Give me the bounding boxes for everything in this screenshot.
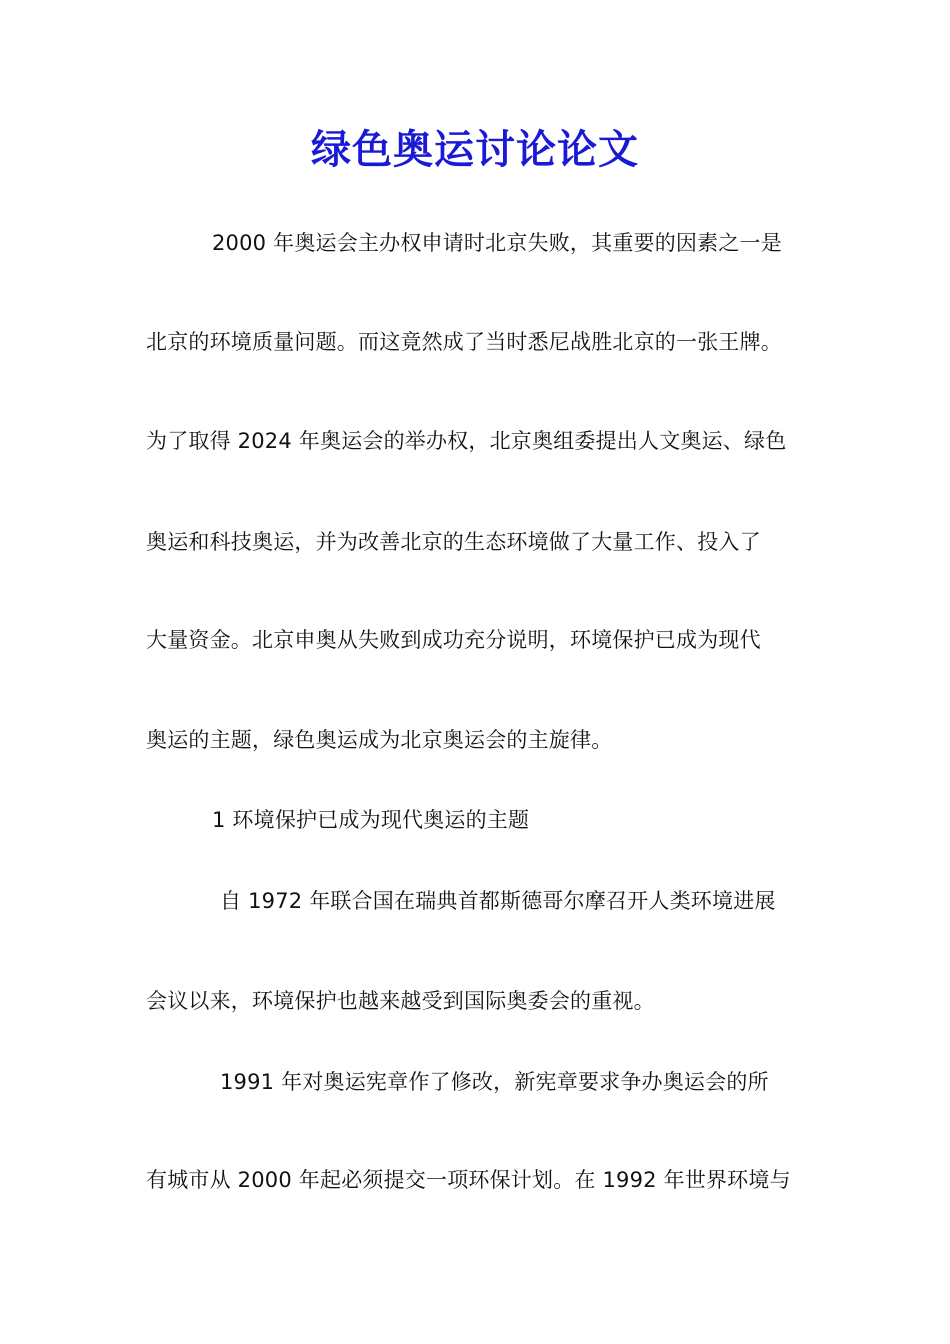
paragraph-line-2: 北京的环境质量问题。而这竟然成了当时悉尼战胜北京的一张王牌。 [146, 330, 782, 354]
paragraph-line-5: 大量资金。北京申奥从失败到成功充分说明，环境保护已成为现代 [146, 628, 761, 652]
paragraph-line-6: 奥运的主题，绿色奥运成为北京奥运会的主旋律。 [146, 728, 613, 752]
section-heading: 1 环境保护已成为现代奥运的主题 [212, 808, 530, 832]
paragraph-line-8: 会议以来，环境保护也越来越受到国际奥委会的重视。 [146, 989, 655, 1013]
document-title: 绿色奥运讨论论文 [311, 127, 639, 173]
paragraph-line-4: 奥运和科技奥运，并为改善北京的生态环境做了大量工作、投入了 [146, 530, 761, 554]
paragraph-line-10: 有城市从 2000 年起必须提交一项环保计划。在 1992 年世界环境与 [146, 1168, 791, 1192]
paragraph-line-9: 1991 年对奥运宪章作了修改，新宪章要求争办奥运会的所 [220, 1070, 769, 1094]
paragraph-line-1: 2000 年奥运会主办权申请时北京失败，其重要的因素之一是 [212, 231, 782, 255]
paragraph-line-3: 为了取得 2024 年奥运会的举办权，北京奥组委提出人文奥运、绿色 [146, 429, 787, 453]
paragraph-line-7: 自 1972 年联合国在瑞典首都斯德哥尔摩召开人类环境进展 [220, 889, 776, 913]
